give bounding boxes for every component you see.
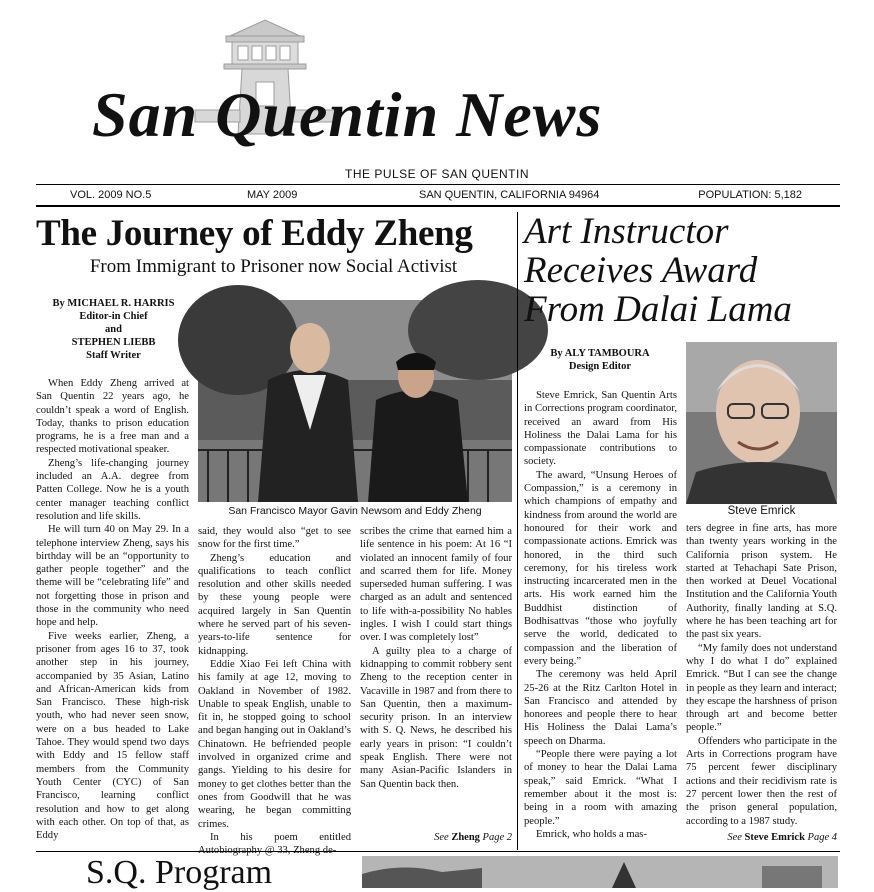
column-divider [517,212,518,850]
continued-page: Page 2 [482,832,512,843]
paragraph: Zheng’s education and qualifications to teach conflict resolution and other skills needed by these young people were acquired largely in San Quentin where he served part of his seven-years-to-life sentence for kidnapping. [198,552,351,657]
article-subheadline: From Immigrant to Prisoner now Social Activist [89,256,458,277]
paragraph: When Eddy Zheng arrived at San Quentin 22 years ago, he couldn’t speak a word of English. Today, thanks to prison education programs, he is a free man and a respected motivational speaker. [36,378,189,456]
paragraph: “People there were paying a lot of money to hear the Dalai Lama speak,” said Emrick. “What I remember about it the most is: being in a room with amazing people.” [524,749,677,827]
paragraph: Emrick, who holds a mas- [536,828,647,840]
byline-author: By MICHAEL R. HARRIS [52,298,175,309]
paragraph: A guilty plea to a charge of kidnapping to commit robbery sent Zheng to the reception center in Vacaville in 1987 and from there to San Quentin, then a maximum-security prison. In an interview with S. Q. News, he described his early years in prison: “I couldn’t speak English. There were not many Asian-Pacific Islanders in San Quentin back then. [360,645,512,790]
paragraph: The award, “Unsung Heroes of Compassion,” is a ceremony in which champions of empathy and kindness from around the world are honoured for their work and compassionate actions. Emrick was honored, in the third such ceremony, for his tireless work instructing incarcerated men in the arts. His work earned him the Buddhist distinction of Bodhisattvas “those who joyfully serve the world, dedicated to compassion and the liberation of every being.” [524,469,677,667]
article-column-2 [198,525,351,857]
issue-location: SAN QUENTIN, CALIFORNIA 94964 [419,189,600,201]
photo-caption: San Francisco Mayor Gavin Newsom and Eddy Zheng [228,505,482,517]
article-byline-2 [524,347,676,373]
masthead-rule-top [36,184,840,185]
paragraph: scribes the crime that earned him a life sentence in his poem: At 16 “I violated an innocent family of four and scarred them for life. Money superseded human suffering. I was charged as an adult and sentenced to life with-a-possibility No hables ingles. I wish I could start things over. I was completely lost” [360,526,512,644]
portrait-photo [686,342,837,504]
paragraph: The ceremony was held April 25-26 at the Ritz Carlton Hotel in San Francisco and attended by honorees and people there to hear His Holiness the Dalai Lama’s speech on Dharma. [524,669,677,747]
byline-author-2: STEPHEN LIEBB [71,337,156,348]
issue-population: POPULATION: 5,182 [698,189,802,201]
bottom-photo [362,856,838,888]
continued-link[interactable] [360,832,512,843]
article-2-column-2 [686,522,837,847]
article-headline: The Journey of Eddy Zheng [36,213,473,254]
paragraph: ters degree in fine arts, has more than twenty years working in the California prison system. He started at Tehachapi Sate Prison, then worked at Deuel Vocational Institution and the California Youth Authority, finally landing at S.Q. where he has been teaching art for the past six years. [686,523,837,641]
paragraph: Zheng’s life-changing journey included an A.A. degree from Patten College. Now he is a youth center manager teaching conflict resolution and life skills. [36,457,189,522]
article-headline-3: S.Q. Program [86,854,273,891]
issue-volume: VOL. 2009 NO.5 [70,189,152,201]
paragraph: Offenders who participate in the Arts in Corrections program have 75 percent fewer disciplinary actions and their recidivism rate is 27 percent lower then the rest of the prison general population, according to a 1987 study. [686,735,837,827]
continued-prefix: See [727,832,742,843]
article-column-1 [36,377,189,847]
paragraph: He will turn 40 on May 29. In a telephone interview Zheng, says his birthday will be an “opportunity to gather people together” and the theme will be “celebrating life” and not forgetting those in prison and those in the community who need hope and help. [36,524,189,629]
continued-page: Page 4 [807,832,837,843]
byline-role: Design Editor [568,361,632,372]
paragraph: “My family does not understand why I do what I do” explained Emrick. “But I can see the change in people as they learn and interact; they escape the harshness of prison through art and become better people.” [686,642,837,734]
byline-role-2: Staff Writer [86,350,141,361]
issue-info-bar [36,189,840,203]
article-2-column-1 [524,389,677,847]
bottom-rule [36,851,840,852]
portrait-caption: Steve Emrick [727,505,796,517]
article-headline-2: Art Instructor Receives Award From Dalai Lama [524,211,792,330]
paragraph: said, they would also “get to see snow for the first time.” [198,526,351,551]
continued-name: Zheng [451,832,480,843]
continued-link-2[interactable] [686,832,837,843]
article-photo [198,300,512,502]
byline-author: By ALY TAMBOURA [550,348,650,359]
paragraph: In his poem entitled Autobiography @ 33, Zheng de- [198,831,351,857]
continued-name: Steve Emrick [744,832,805,843]
continued-prefix: See [434,832,449,843]
paragraph: Steve Emrick, San Quentin Arts in Corrections program coordinator, received an award from His Holiness the Dalai Lama for his compassionate contributions to society. [524,390,677,468]
article-byline [36,297,191,362]
masthead-title: San Quentin News [92,79,603,150]
article-column-3 [360,525,512,847]
byline-role: Editor-in Chief [79,311,148,322]
paragraph: Eddie Xiao Fei left China with his family at age 12, moving to Oakland in November of 1982. Unable to speak English, unable to fit in, he stopped going to school and began hanging out in Oakland’s Chinatown. He befriended people involved in organized crime and gangs. Yielding to his desire for money to get clothes better than the ones from Goodwill that he was wearing, he began committing crimes. [198,658,351,830]
masthead-rule-bottom [36,205,840,207]
byline-and: and [105,324,122,335]
issue-date: MAY 2009 [247,189,298,201]
paragraph: Five weeks earlier, Zheng, a prisoner from ages 16 to 37, took another step in his journey, accompanied by 35 Asian, Latino and African-American kids from San Francisco. These high-risk youth, who had never seen snow, were on a bus headed to Lake Tahoe. They would spend two days with Eddy and 15 fellow staff members from the Community Youth Center (CYC) of San Francisco, learning conflict resolution and how to get along with each other. On top of that, as Eddy [36,630,189,842]
tagline: THE PULSE OF SAN QUENTIN [344,167,530,181]
